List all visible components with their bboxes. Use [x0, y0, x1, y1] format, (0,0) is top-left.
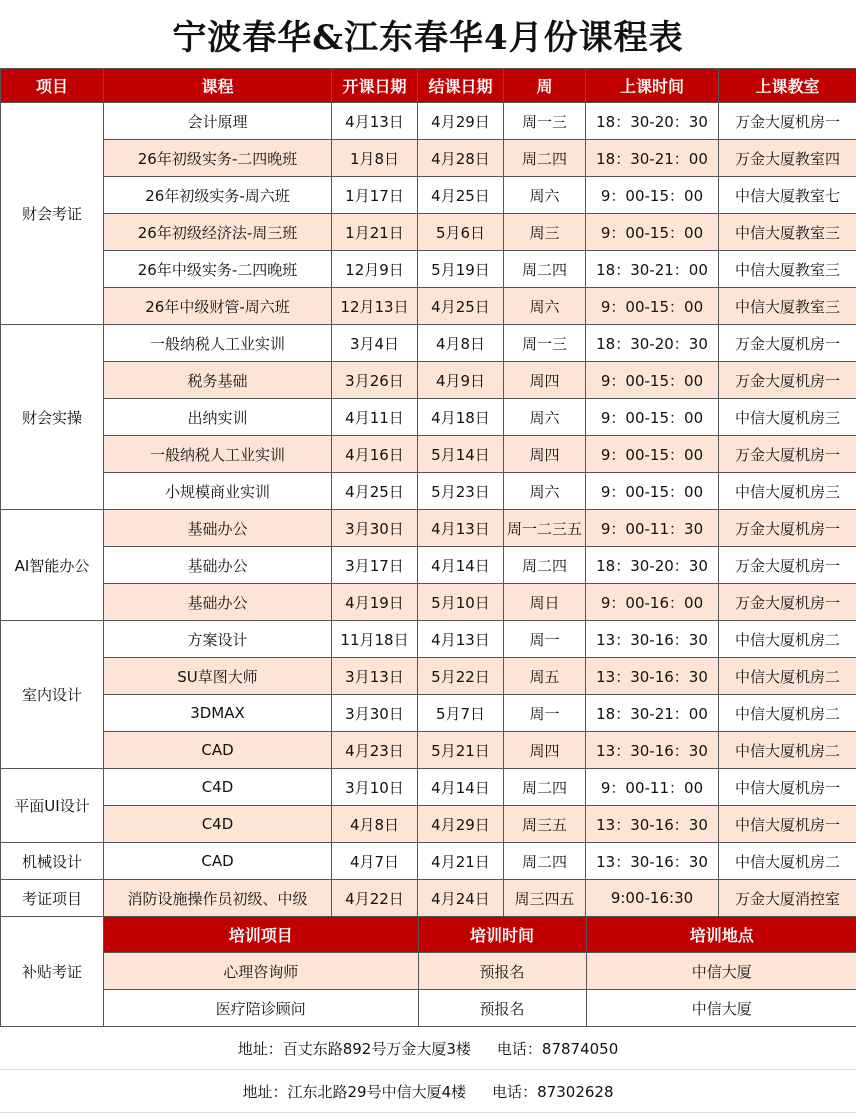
- table-row: [1, 103, 856, 140]
- subsidy-table-wrap: [104, 917, 856, 1027]
- footer-line-1: [0, 1027, 856, 1070]
- classroom: 中信大厦机房三: [719, 473, 856, 510]
- end-date: 5月22日: [418, 658, 504, 695]
- classroom: 万金大厦机房一: [719, 584, 856, 621]
- weekday: 周一: [504, 695, 586, 732]
- end-date: 4月21日: [418, 843, 504, 880]
- end-date: 4月25日: [418, 288, 504, 325]
- page-title: 宁波春华&江东春华4月份课程表: [0, 0, 856, 68]
- start-date: 12月9日: [332, 251, 418, 288]
- classroom: 万金大厦机房一: [719, 325, 856, 362]
- class-time: 9：00-15：00: [586, 214, 719, 251]
- class-time: 9：00-15：00: [586, 473, 719, 510]
- start-date: 4月8日: [332, 806, 418, 843]
- class-time: 13：30-16：30: [586, 843, 719, 880]
- header-start-date: 开课日期: [332, 69, 418, 103]
- start-date: 4月22日: [332, 880, 418, 917]
- classroom: 中信大厦教室三: [719, 288, 856, 325]
- class-time: 18：30-21：00: [586, 140, 719, 177]
- course-name: 26年初级实务-二四晚班: [104, 140, 332, 177]
- category-cell: 室内设计: [1, 621, 104, 769]
- address-1: 地址：百丈东路892号万金大厦3楼: [238, 1038, 471, 1059]
- weekday: 周六: [504, 399, 586, 436]
- end-date: 4月18日: [418, 399, 504, 436]
- start-date: 4月23日: [332, 732, 418, 769]
- weekday: 周五: [504, 658, 586, 695]
- end-date: 4月9日: [418, 362, 504, 399]
- class-time: 9：00-15：00: [586, 288, 719, 325]
- end-date: 4月29日: [418, 806, 504, 843]
- start-date: 1月8日: [332, 140, 418, 177]
- start-date: 3月4日: [332, 325, 418, 362]
- start-date: 4月25日: [332, 473, 418, 510]
- weekday: 周三五: [504, 806, 586, 843]
- course-name: 基础办公: [104, 584, 332, 621]
- weekday: 周一三: [504, 325, 586, 362]
- class-time: 18：30-20：30: [586, 325, 719, 362]
- weekday: 周四: [504, 436, 586, 473]
- end-date: 5月7日: [418, 695, 504, 732]
- start-date: 11月18日: [332, 621, 418, 658]
- class-time: 13：30-16：30: [586, 732, 719, 769]
- table-row: [1, 325, 856, 362]
- class-time: 18：30-20：30: [586, 547, 719, 584]
- end-date: 4月14日: [418, 769, 504, 806]
- weekday: 周三四五: [504, 880, 586, 917]
- start-date: 12月13日: [332, 288, 418, 325]
- weekday: 周六: [504, 288, 586, 325]
- category-cell: 补贴考证: [1, 917, 104, 1027]
- end-date: 4月13日: [418, 621, 504, 658]
- weekday: 周六: [504, 177, 586, 214]
- table-row: [1, 695, 856, 732]
- course-name: 基础办公: [104, 547, 332, 584]
- subsidy-location: 中信大厦: [586, 990, 856, 1027]
- class-time: 9：00-11：30: [586, 510, 719, 547]
- class-time: 9：00-16：00: [586, 584, 719, 621]
- classroom: 万金大厦机房一: [719, 362, 856, 399]
- end-date: 4月24日: [418, 880, 504, 917]
- course-name: 方案设计: [104, 621, 332, 658]
- class-time: 9：00-15：00: [586, 177, 719, 214]
- classroom: 万金大厦机房一: [719, 103, 856, 140]
- subsidy-header-location: 培训地点: [586, 917, 856, 953]
- class-time: 13：30-16：30: [586, 621, 719, 658]
- course-name: 26年初级经济法-周三班: [104, 214, 332, 251]
- course-name: 一般纳税人工业实训: [104, 325, 332, 362]
- table-row: [1, 658, 856, 695]
- classroom: 万金大厦机房一: [719, 547, 856, 584]
- classroom: 中信大厦教室三: [719, 251, 856, 288]
- start-date: 4月13日: [332, 103, 418, 140]
- course-name: C4D: [104, 769, 332, 806]
- classroom: 中信大厦机房一: [719, 769, 856, 806]
- end-date: 5月6日: [418, 214, 504, 251]
- table-row: [1, 584, 856, 621]
- course-schedule-table: [0, 68, 856, 1027]
- subsidy-header-time: 培训时间: [418, 917, 586, 953]
- class-time: 18：30-21：00: [586, 251, 719, 288]
- course-name: 税务基础: [104, 362, 332, 399]
- category-cell: 机械设计: [1, 843, 104, 880]
- start-date: 1月17日: [332, 177, 418, 214]
- classroom: 万金大厦教室四: [719, 140, 856, 177]
- class-time: 9：00-11：00: [586, 769, 719, 806]
- classroom: 万金大厦机房一: [719, 510, 856, 547]
- classroom: 中信大厦机房二: [719, 695, 856, 732]
- table-row: [1, 621, 856, 658]
- phone-1: 电话：87874050: [497, 1038, 618, 1059]
- classroom: 中信大厦教室三: [719, 214, 856, 251]
- header-classroom: 上课教室: [719, 69, 856, 103]
- subsidy-project: 心理咨询师: [104, 953, 418, 990]
- subsidy-table: [104, 917, 856, 1026]
- classroom: 中信大厦机房二: [719, 732, 856, 769]
- address-2: 地址：江东北路29号中信大厦4楼: [243, 1081, 467, 1102]
- course-name: 26年中级实务-二四晚班: [104, 251, 332, 288]
- course-name: 一般纳税人工业实训: [104, 436, 332, 473]
- classroom: 中信大厦机房二: [719, 621, 856, 658]
- end-date: 4月29日: [418, 103, 504, 140]
- start-date: 3月13日: [332, 658, 418, 695]
- category-cell: 考证项目: [1, 880, 104, 917]
- class-time: 9：00-15：00: [586, 399, 719, 436]
- table-row: [1, 547, 856, 584]
- category-cell: AI智能办公: [1, 510, 104, 621]
- subsidy-section: [1, 917, 856, 1027]
- header-row: [1, 69, 856, 103]
- end-date: 5月19日: [418, 251, 504, 288]
- table-row: [1, 843, 856, 880]
- course-name: 出纳实训: [104, 399, 332, 436]
- table-row: [1, 362, 856, 399]
- header-course: 课程: [104, 69, 332, 103]
- course-name: SU草图大师: [104, 658, 332, 695]
- header-project: 项目: [1, 69, 104, 103]
- table-row: [1, 140, 856, 177]
- end-date: 4月13日: [418, 510, 504, 547]
- subsidy-project: 医疗陪诊顾问: [104, 990, 418, 1027]
- weekday: 周二四: [504, 140, 586, 177]
- weekday: 周日: [504, 584, 586, 621]
- table-row: [1, 214, 856, 251]
- end-date: 5月21日: [418, 732, 504, 769]
- weekday: 周三: [504, 214, 586, 251]
- category-cell: 平面UI设计: [1, 769, 104, 843]
- class-time: 9：00-15：00: [586, 436, 719, 473]
- subsidy-location: 中信大厦: [586, 953, 856, 990]
- class-time: 13：30-16：30: [586, 658, 719, 695]
- category-cell: 财会实操: [1, 325, 104, 510]
- subsidy-row: [104, 953, 856, 990]
- category-cell: 财会考证: [1, 103, 104, 325]
- classroom: 万金大厦消控室: [719, 880, 856, 917]
- end-date: 5月14日: [418, 436, 504, 473]
- course-name: 小规模商业实训: [104, 473, 332, 510]
- table-row: [1, 399, 856, 436]
- start-date: 4月16日: [332, 436, 418, 473]
- weekday: 周一: [504, 621, 586, 658]
- start-date: 4月11日: [332, 399, 418, 436]
- table-row: [1, 251, 856, 288]
- header-weekday: 周: [504, 69, 586, 103]
- course-name: 消防设施操作员初级、中级: [104, 880, 332, 917]
- subsidy-time: 预报名: [418, 990, 586, 1027]
- class-time: 18：30-20：30: [586, 103, 719, 140]
- class-time: 9：00-15：00: [586, 362, 719, 399]
- course-name: C4D: [104, 806, 332, 843]
- course-name: CAD: [104, 732, 332, 769]
- end-date: 4月8日: [418, 325, 504, 362]
- phone-2: 电话：87302628: [492, 1081, 613, 1102]
- header-class-time: 上课时间: [586, 69, 719, 103]
- classroom: 中信大厦机房二: [719, 843, 856, 880]
- end-date: 5月23日: [418, 473, 504, 510]
- header-end-date: 结课日期: [418, 69, 504, 103]
- start-date: 3月17日: [332, 547, 418, 584]
- start-date: 1月21日: [332, 214, 418, 251]
- weekday: 周六: [504, 473, 586, 510]
- table-row: [1, 732, 856, 769]
- classroom: 中信大厦机房一: [719, 806, 856, 843]
- class-time: 13：30-16：30: [586, 806, 719, 843]
- table-row: [1, 436, 856, 473]
- start-date: 4月19日: [332, 584, 418, 621]
- class-time: 18：30-21：00: [586, 695, 719, 732]
- start-date: 3月10日: [332, 769, 418, 806]
- table-row: [1, 288, 856, 325]
- start-date: 4月7日: [332, 843, 418, 880]
- weekday: 周二四: [504, 251, 586, 288]
- weekday: 周四: [504, 732, 586, 769]
- classroom: 中信大厦机房二: [719, 658, 856, 695]
- weekday: 周四: [504, 362, 586, 399]
- weekday: 周二四: [504, 769, 586, 806]
- end-date: 4月14日: [418, 547, 504, 584]
- table-row: [1, 769, 856, 806]
- table-row: [1, 510, 856, 547]
- course-name: 26年初级实务-周六班: [104, 177, 332, 214]
- table-row: [1, 177, 856, 214]
- end-date: 4月25日: [418, 177, 504, 214]
- start-date: 3月26日: [332, 362, 418, 399]
- weekday: 周二四: [504, 843, 586, 880]
- course-name: 基础办公: [104, 510, 332, 547]
- subsidy-row: [104, 990, 856, 1027]
- course-name: 会计原理: [104, 103, 332, 140]
- table-row: [1, 473, 856, 510]
- end-date: 4月28日: [418, 140, 504, 177]
- start-date: 3月30日: [332, 510, 418, 547]
- subsidy-header-project: 培训项目: [104, 917, 418, 953]
- table-row: [1, 880, 856, 917]
- class-time: 9:00-16:30: [586, 880, 719, 917]
- subsidy-time: 预报名: [418, 953, 586, 990]
- classroom: 中信大厦教室七: [719, 177, 856, 214]
- weekday: 周二四: [504, 547, 586, 584]
- weekday: 周一三: [504, 103, 586, 140]
- course-name: 26年中级财管-周六班: [104, 288, 332, 325]
- table-row: [1, 806, 856, 843]
- end-date: 5月10日: [418, 584, 504, 621]
- start-date: 3月30日: [332, 695, 418, 732]
- classroom: 万金大厦机房一: [719, 436, 856, 473]
- course-name: CAD: [104, 843, 332, 880]
- subsidy-header-row: [104, 917, 856, 953]
- course-name: 3DMAX: [104, 695, 332, 732]
- footer-line-2: [0, 1070, 856, 1113]
- classroom: 中信大厦机房三: [719, 399, 856, 436]
- weekday: 周一二三五: [504, 510, 586, 547]
